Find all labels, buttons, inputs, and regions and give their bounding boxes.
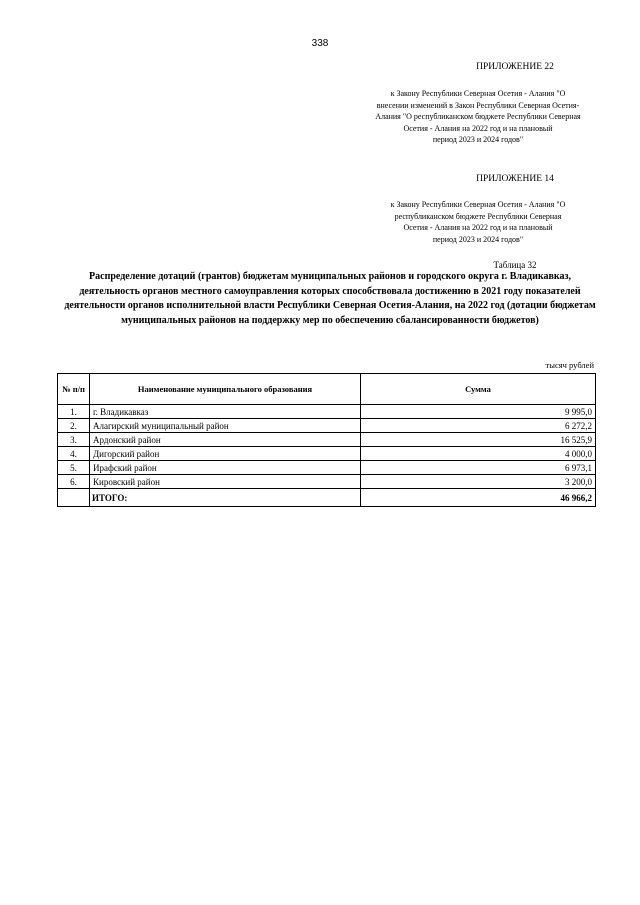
appendix-14-line: республиканском бюджете Республики Северная: [394, 211, 562, 221]
row-num: 5.: [58, 461, 90, 475]
row-sum: 3 200,0: [361, 475, 596, 489]
appendix-14-title: ПРИЛОЖЕНИЕ 14: [476, 174, 554, 184]
header-name: Наименование муниципального образования: [90, 374, 361, 405]
row-num: 6.: [58, 475, 90, 489]
table-row: [58, 461, 596, 475]
table-row: [58, 433, 596, 447]
grants-table: [57, 373, 596, 507]
header-num: № п/п: [58, 374, 90, 405]
row-name: Алагирский муниципальный район: [90, 419, 361, 433]
row-name: Ардонский район: [90, 433, 361, 447]
header-sum: Сумма: [361, 374, 596, 405]
row-sum: 9 995,0: [361, 405, 596, 419]
total-label: ИТОГО:: [90, 489, 361, 507]
row-name: Кировский район: [90, 475, 361, 489]
table-row: [58, 447, 596, 461]
row-num: 1.: [58, 405, 90, 419]
table-row: [58, 405, 596, 419]
document-title: Распределение дотаций (грантов) бюджетам муниципальных районов и городского округа г. Владикавказ, деятельность органов местного самоуправления которых способствовала достижению в 2021 году показателей деятельности органов исполнительной власти Республики Северная Осетия-Алания, на 2022 год (дотации бюджетам муниципальных районов на поддержку мер по обеспечению сбалансированности бюджетов): [64, 271, 596, 326]
appendix-22-line: внесении изменений в Закон Республики Северная Осетия-: [376, 100, 580, 110]
appendix-22-line: к Закону Республики Северная Осетия - Алания "О: [390, 89, 566, 98]
row-num: 4.: [58, 447, 90, 461]
row-num: 3.: [58, 433, 90, 447]
appendix-22-line: Осетия - Алания на 2022 год и на плановый: [403, 123, 553, 133]
appendix-22-title: ПРИЛОЖЕНИЕ 22: [476, 62, 554, 72]
page-number: 338: [311, 38, 329, 49]
table-label: Таблица 32: [493, 260, 537, 270]
row-num: 2.: [58, 419, 90, 433]
row-sum: 6 272,2: [361, 419, 596, 433]
row-name: Дигорский район: [90, 447, 361, 461]
table-row: [58, 475, 596, 489]
appendix-22-text: [362, 88, 594, 146]
appendix-22-line: период 2023 и 2024 годов": [432, 135, 524, 144]
row-sum: 6 973,1: [361, 461, 596, 475]
row-name: Ирафский район: [90, 461, 361, 475]
appendix-14-text: [362, 199, 594, 245]
total-sum: 46 966,2: [361, 489, 596, 507]
row-sum: 4 000,0: [361, 447, 596, 461]
table-row: [58, 419, 596, 433]
appendix-14-line: период 2023 и 2024 годов": [432, 234, 524, 244]
row-sum: 16 525,9: [361, 433, 596, 447]
total-num: [58, 489, 90, 507]
row-name: г. Владикавказ: [90, 405, 361, 419]
appendix-14-line: к Закону Республики Северная Осетия - Алания "О: [390, 200, 566, 209]
appendix-14-line: Осетия - Алания на 2022 год и на плановый: [403, 223, 553, 232]
total-row: [58, 489, 596, 507]
table-header-row: [58, 374, 596, 405]
appendix-22-line: Алания "О республиканском бюджете Республики Северная: [375, 112, 581, 121]
units-label: тысяч рублей: [545, 360, 594, 370]
